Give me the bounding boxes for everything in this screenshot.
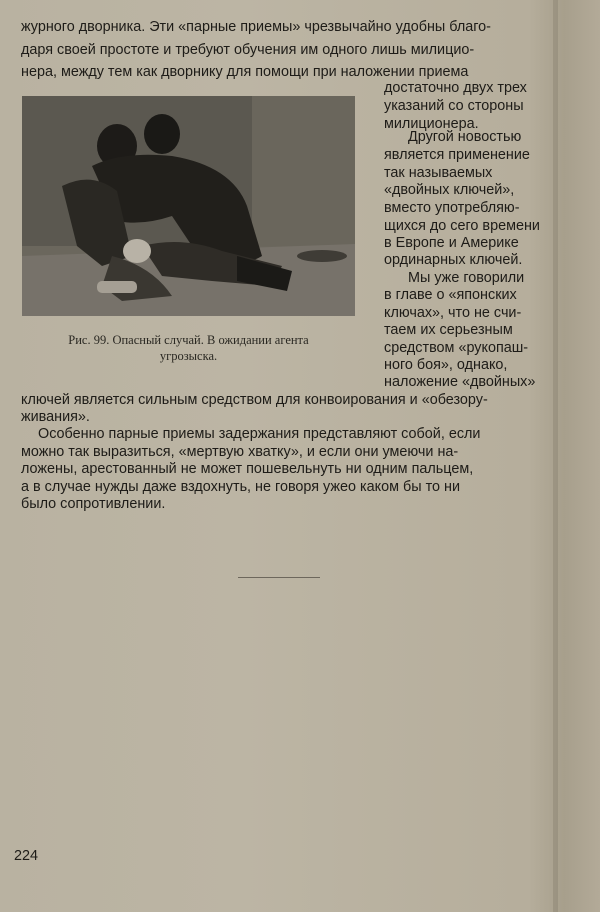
section-divider bbox=[238, 577, 320, 578]
text-line: наложение «двойных» bbox=[384, 374, 536, 390]
text-line: милиционера. bbox=[384, 116, 479, 132]
text-line: является применение bbox=[384, 147, 530, 163]
text-line: щихся до сего времени bbox=[384, 218, 540, 234]
text-line: ключей является сильным средством для конвоирования и «обезору- bbox=[21, 392, 488, 408]
caption-line: угрозыска. bbox=[159, 349, 218, 363]
page-fold-shadow bbox=[553, 0, 558, 912]
figure-caption bbox=[22, 332, 355, 364]
text-line: нера, между тем как дворнику для помощи при наложении приема bbox=[21, 64, 469, 80]
text-line: достаточно двух трех bbox=[384, 80, 527, 96]
text-line: таем их серьезным bbox=[384, 322, 513, 338]
text-line: Мы уже говорили bbox=[408, 270, 525, 286]
text-line: живания». bbox=[21, 409, 90, 425]
text-line: даря своей простоте и требуют обучения им одного лишь милицио- bbox=[21, 42, 475, 58]
caption-line: Рис. 99. Опасный случай. В ожидании агента bbox=[68, 333, 309, 347]
page-number: 224 bbox=[14, 848, 39, 864]
text-line: указаний со стороны bbox=[384, 98, 524, 114]
text-line: а в случае нужды даже вздохнуть, не говоря ужео каком бы то ни bbox=[21, 479, 461, 495]
text-line: «двойных ключей», bbox=[384, 182, 515, 198]
text-line: средством «рукопаш- bbox=[384, 340, 529, 356]
text-line: ного боя», однако, bbox=[384, 357, 508, 373]
text-line: было сопротивлении. bbox=[21, 496, 166, 512]
wrestling-scene-illustration bbox=[22, 96, 355, 316]
text-line: ложены, арестованный не может пошевельнуть ни одним пальцем, bbox=[21, 461, 474, 477]
text-line: Другой новостью bbox=[408, 129, 522, 145]
text-line: ключах», что не счи- bbox=[384, 305, 522, 321]
text-line: Особенно парные приемы задержания представляют собой, если bbox=[38, 426, 481, 442]
text-line: можно так выразиться, «мертвую хватку», и если они умеючи на- bbox=[21, 444, 459, 460]
text-line: журного дворника. Эти «парные приемы» чрезвычайно удобны благо- bbox=[21, 19, 491, 35]
text-line: в главе о «японских bbox=[384, 287, 517, 303]
text-line: вместо употребляю- bbox=[384, 200, 520, 216]
text-line: ординарных ключей. bbox=[384, 252, 523, 268]
figure-photo bbox=[22, 96, 355, 316]
text-line: в Европе и Америке bbox=[384, 235, 519, 251]
text-line: так называемых bbox=[384, 165, 493, 181]
